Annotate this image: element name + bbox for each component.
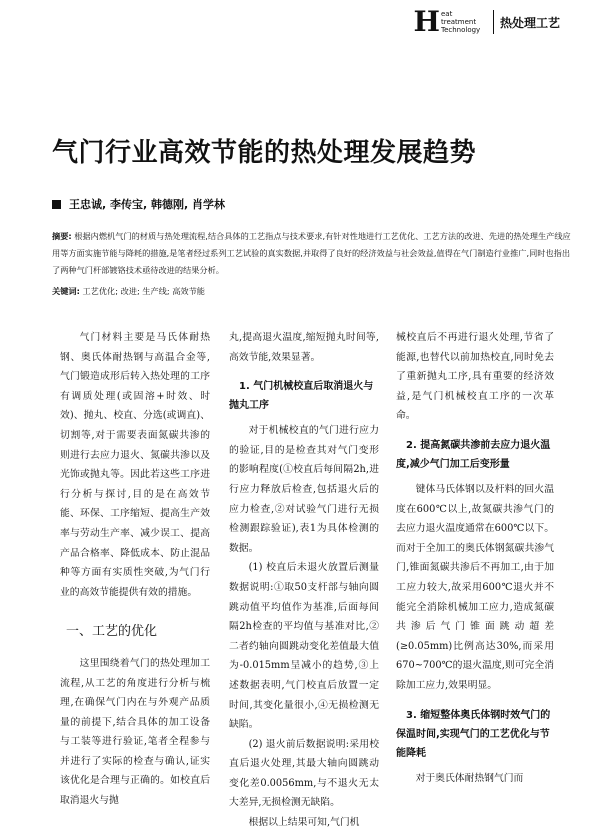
body-paragraph: 根据以上结果可知,气门机	[248, 817, 360, 829]
body-paragraph: 这里围绕着气门的热处理加工流程,从工艺的角度进行分析与梳理,在确保气门内在与外观产品质量的前提下,结合具体的加工设备与工装等进行验证,笔者全程参与并进行了实际的检查与确认,证实该优化是合理与正确的。如校直后取消退火与抛	[60, 657, 210, 807]
journal-logo	[413, 5, 560, 38]
logo-en-line2: Technology	[440, 26, 481, 34]
abstract	[52, 228, 572, 279]
body-paragraph: 丸,提高退火温度,缩短抛丸时间等,高效节能,效果显著。	[229, 332, 379, 363]
body-paragraph: (1) 校直后未退火放置后测量数据说明:①取50支杆部与轴向圆跳动值平均值作为基准,后面每间隔2h检查的平均值与基准对比,②二者约轴向圆跳动变化差值最大值为-0.015mm呈减小的趋势,③上述数据表明,气门校直后放置一定时间,其变化量很小,④无损检测无缺陷。	[229, 562, 379, 731]
abstract-text: 根据内燃机气门的材质与热处理流程,结合具体的工艺指点与技术要求,有针对性地进行工艺优化、工艺方法的改进、先进的热处理生产线应用等方面实施节能与降耗的措施,是笔者经过系列工艺试验的真实数据,并取得了良好的经济效益与社会效益,值得在气门制造行业推广,同时也指出了两种气门杆部镀铬技术亟待改进的结果分析。	[52, 231, 571, 275]
subsection-heading: 3. 缩短整体奥氏体钢时效气门的保温时间,实现气门的工艺优化与节能降耗	[396, 709, 551, 759]
body-paragraph: 对于奥氏体耐热钢气门而	[415, 772, 524, 784]
column-3	[396, 328, 554, 788]
authors: 王忠诚, 李传宝, 韩德刚, 肖学林	[69, 198, 226, 211]
square-bullet-icon	[52, 200, 61, 209]
body-paragraph: 对于机械校直的气门进行应力的验证,目的是检查其对气门变形的影响程度(①校直后每间隔2h,进行应力释放后检查,包括退火后的应力检查,②对试验气门进行无损检测跟踪验证),表1为具体检测的数据。	[229, 425, 379, 554]
intro-paragraph: 气门材料主要是马氏体耐热钢、奥氏体耐热钢与高温合金等,气门锻造成形后转入热处理的工序有调质处理(或固溶+时效、时效)、抛丸、校直、分选(或调直)、切割等,对于需要表面氮碳共渗的则进行去应力退火、氮碳共渗以及光饰或抛丸等。因此若这些工序进行分析与探讨,目的是在高效节能、环保、工序缩短、提高生产效率与劳动生产率、减少误工、提高产品合格率、降低成本、防止混品种等方面有实质性突破,为气门行业的高效节能提供有效的措施。	[60, 332, 210, 598]
logo-english	[441, 10, 489, 34]
column-2	[229, 328, 379, 833]
author-line	[52, 196, 225, 212]
logo-letter: H	[413, 5, 440, 38]
logo-divider	[493, 10, 494, 34]
keywords-label: 关键词:	[52, 286, 80, 296]
body-paragraph: 键体马氏体钢以及杆料的回火温度在600℃以上,故氮碳共渗气门的去应力退火温度通常在600℃以下。而对于全加工的奥氏体钢氮碳共渗气门,锥面氮碳共渗后不再加工,由于加工应力较大,故采用600℃退火并不能完全消除机械加工应力,造成氮碳共渗后气门锥面跳动超差(≥0.05mm)比例高达30%,而采用670~700℃的退火温度,则可完全消除加工应力,效果明显。	[396, 483, 554, 691]
body-paragraph: 械校直后不再进行退火处理,节省了能源,也替代以前加热校直,同时免去了重新抛丸工序,具有重要的经济效益,是气门机械校直工序的一次革命。	[396, 332, 554, 422]
page-header	[0, 0, 600, 40]
column-1	[60, 328, 210, 811]
article-title: 气门行业高效节能的热处理发展趋势	[52, 138, 477, 168]
subsection-heading: 2. 提高氮碳共渗前去应力退火温度,减少气门加工后变形量	[396, 439, 551, 470]
abstract-label: 摘要:	[52, 231, 72, 241]
section-heading: 一、工艺的优化	[66, 624, 158, 640]
subsection-heading: 1. 气门机械校直后取消退火与抛丸工序	[229, 381, 374, 412]
body-paragraph: (2) 退火前后数据说明:采用校直后退火处理,其最大轴向圆跳动变化差0.0056mm,与不退火无太大差异,无损检测无缺陷。	[229, 738, 379, 809]
logo-en-line1: eat treatment	[440, 10, 477, 26]
column-name: 热处理工艺	[499, 15, 560, 30]
keywords	[52, 286, 572, 297]
keywords-text: 工艺优化; 改进; 生产线; 高效节能	[82, 286, 205, 296]
